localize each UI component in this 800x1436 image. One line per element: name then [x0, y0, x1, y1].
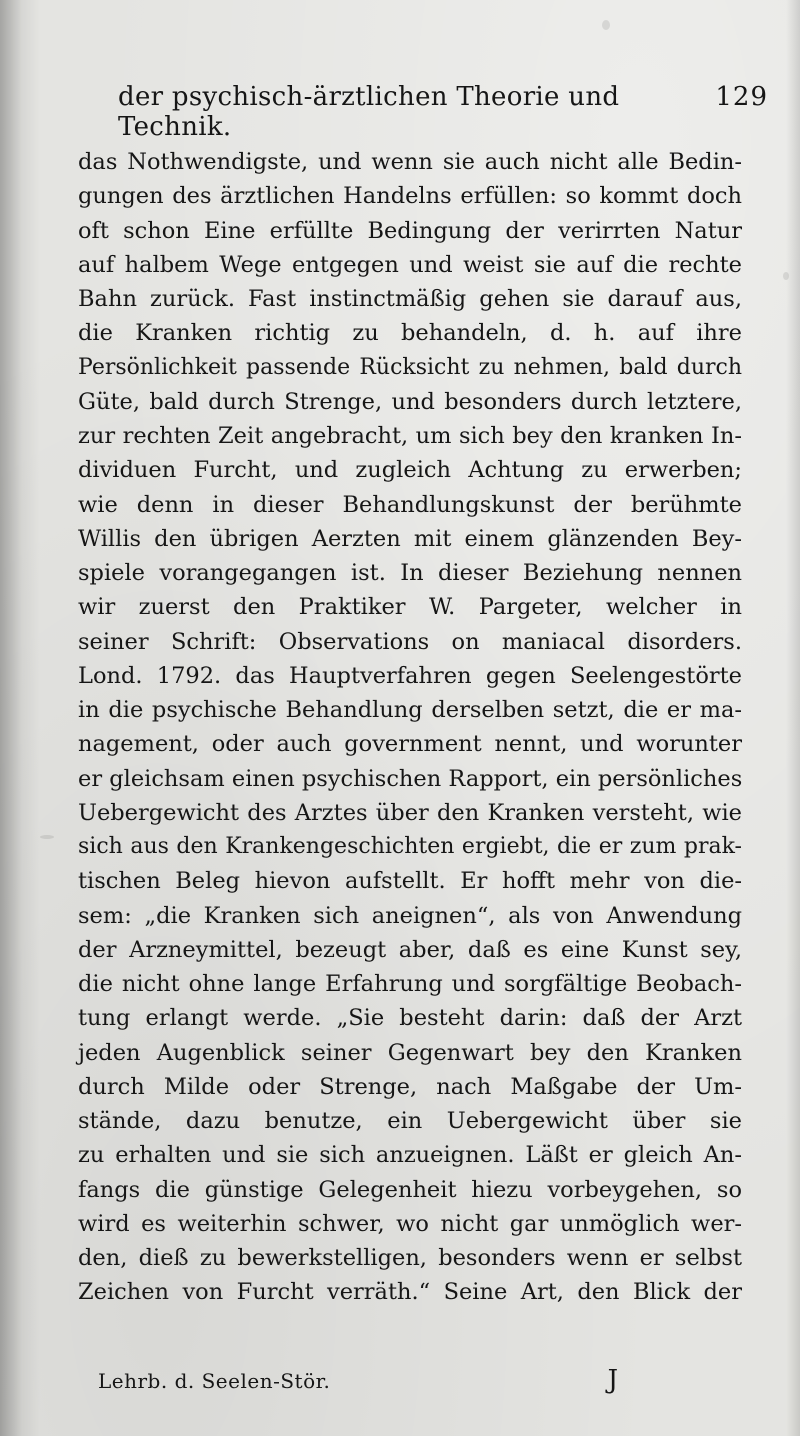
text-line: spiele vorangegangen ist. In dieser Beziehung nennen — [78, 560, 742, 586]
text-line: wie denn in dieser Behandlungskunst der berühmte — [78, 491, 742, 518]
text-line: seiner Schrift: Observations on maniacal disorders. — [78, 628, 742, 655]
ink-speck — [40, 835, 54, 839]
text-line: oft schon Eine erfüllte Bedingung der verirrten Natur — [78, 217, 742, 244]
text-line: den, dieß zu bewerkstelligen, besonders wenn er selbst — [78, 1245, 742, 1271]
text-line: zu erhalten und sie sich anzueignen. Läßt er gleich An- — [78, 1142, 742, 1169]
text-line: Persönlichkeit passende Rücksicht zu nehmen, bald durch — [78, 354, 742, 380]
text-line: wir zuerst den Praktiker W. Pargeter, welcher in — [78, 594, 742, 621]
text-line: Bahn zurück. Fast instinctmäßig gehen sie darauf aus, — [78, 286, 742, 312]
text-line: auf halbem Wege entgegen und weist sie auf die rechte — [78, 251, 742, 278]
text-line: jeden Augenblick seiner Gegenwart bey den Kranken — [78, 1039, 742, 1066]
signature-note: Lehrb. d. Seelen-Stör. — [98, 1369, 331, 1393]
ink-speck — [602, 20, 610, 30]
text-line: gungen des ärztlichen Handelns erfüllen: so kommt doch — [78, 183, 742, 210]
footer — [98, 1365, 618, 1395]
text-line: der Arzneymittel, bezeugt aber, daß es eine Kunst sey, — [78, 936, 742, 963]
text-line: nagement, oder auch government nennt, und worunter — [78, 731, 742, 758]
running-header — [118, 82, 768, 142]
signature-mark: J — [607, 1365, 618, 1395]
text-line: dividuen Furcht, und zugleich Achtung zu erwerben; — [78, 457, 742, 484]
running-title: der psychisch-ärztlichen Theorie und Technik. — [118, 82, 620, 142]
text-line: in die psychische Behandlung derselben setzt, die er ma- — [78, 697, 742, 723]
page-number: 129 — [715, 82, 768, 112]
text-line: Güte, bald durch Strenge, und besonders durch letztere, — [78, 388, 742, 415]
text-line: das Nothwendigste, und wenn sie auch nicht alle Bedin- — [78, 149, 742, 175]
text-line: er gleichsam einen psychischen Rapport, ein persönliches — [78, 765, 743, 792]
text-line: Uebergewicht des Arztes über den Kranken versteht, wie — [78, 799, 742, 826]
text-line: tung erlangt werde. „Sie besteht darin: daß der Arzt — [78, 1005, 742, 1032]
body-text — [78, 145, 742, 1310]
ink-speck — [783, 272, 789, 280]
text-line: tischen Beleg hievon aufstellt. Er hofft mehr von die- — [78, 868, 742, 895]
text-line: fangs die günstige Gelegenheit hiezu vorbeygehen, so — [78, 1176, 742, 1203]
text-line: stände, dazu benutze, ein Uebergewicht über sie — [78, 1108, 742, 1134]
text-line: sich aus den Krankengeschichten ergiebt, die er zum prak- — [78, 834, 742, 859]
text-line: Zeichen von Furcht verräth.“ Seine Art, den Blick der — [78, 1279, 742, 1306]
text-line: die nicht ohne lange Erfahrung und sorgfältige Beobach- — [78, 971, 742, 997]
text-line: die Kranken richtig zu behandeln, d. h. auf ihre — [78, 320, 742, 347]
text-line: Lond. 1792. das Hauptverfahren gegen Seelengestörte — [78, 662, 742, 689]
text-line: sem: „die Kranken sich aneignen“, als von Anwendung — [78, 902, 742, 929]
text-line: Willis den übrigen Aerzten mit einem glänzenden Bey- — [78, 525, 742, 552]
text-line: zur rechten Zeit angebracht, um sich bey den kranken In- — [78, 423, 742, 449]
text-line: wird es weiterhin schwer, wo nicht gar unmöglich wer- — [78, 1210, 742, 1237]
text-line: durch Milde oder Strenge, nach Maßgabe der Um- — [78, 1073, 742, 1100]
